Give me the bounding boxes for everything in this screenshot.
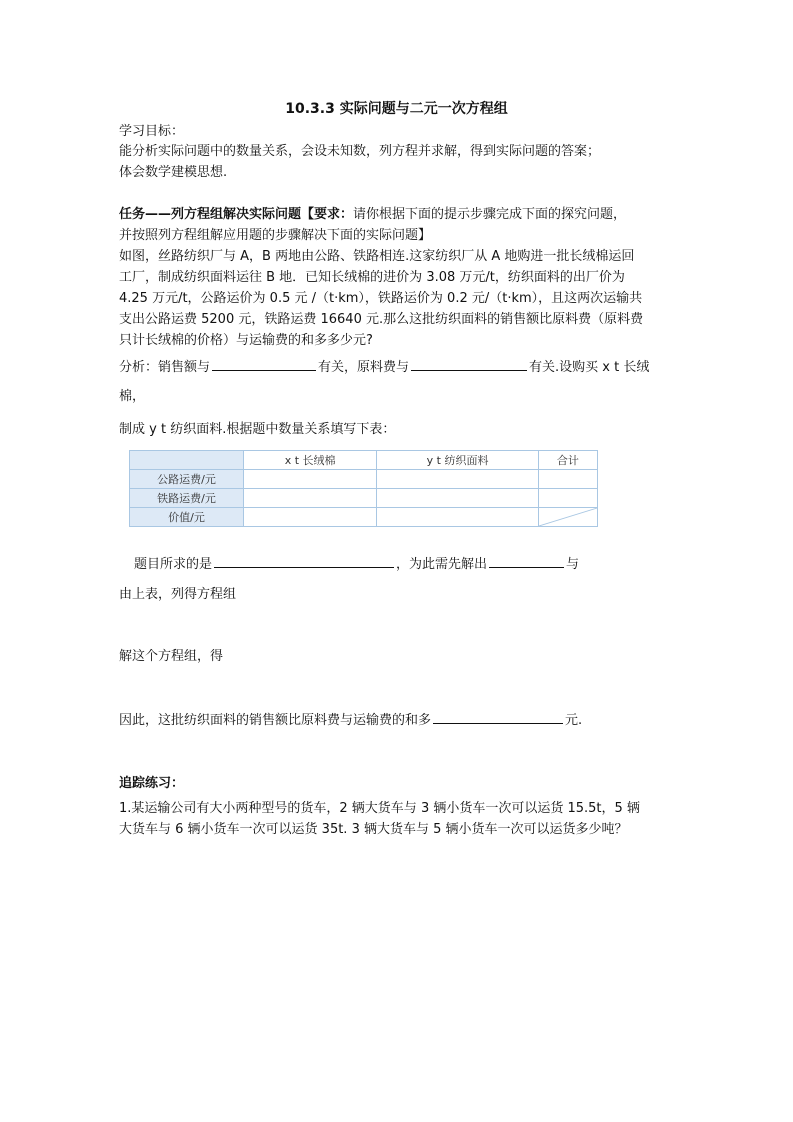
- analysis-line: [119, 356, 649, 375]
- table-cell[interactable]: [377, 508, 539, 527]
- question-text-1: 题目所求的是: [134, 557, 213, 572]
- analysis-text-1: 分析：销售额与: [119, 360, 211, 375]
- practice-line-2: 大货车与 6 辆小货车一次可以运货 35t. 3 辆大货车与 5 辆小货车一次可以运货多少吨？: [119, 822, 628, 837]
- diagonal-line: [539, 508, 597, 526]
- conclusion-line: [119, 709, 582, 728]
- table-header-cotton: x t 长绒棉: [244, 451, 377, 470]
- problem-line-2: 工厂，制成纺织面料运往 B 地．已知长绒棉的进价为 3.08 万元/t，纺织面料的出厂价为: [119, 270, 625, 285]
- table-cell[interactable]: [538, 489, 597, 508]
- equation-prompt: 由上表，列得方程组: [119, 587, 237, 602]
- conclusion-text: 因此，这批纺织面料的销售额比原料费与运输费的和多: [119, 713, 432, 728]
- analysis-line-2: 棉，: [119, 389, 146, 404]
- table-header-total: 合计: [538, 451, 597, 470]
- objective-item-2: 体会数学建模思想.: [119, 165, 228, 180]
- task-heading-rest: 请你根据下面的提示步骤完成下面的探究问题，: [353, 207, 627, 222]
- table-row: [130, 470, 598, 489]
- table-cell-diagonal: [538, 508, 597, 527]
- table-header-row: [130, 451, 598, 470]
- analysis-text-3: 有关.设购买 x t 长绒: [529, 360, 650, 375]
- objectives-label: 学习目标：: [119, 124, 185, 139]
- answer-blank-5[interactable]: [433, 709, 563, 724]
- question-text-3: 与: [566, 557, 580, 572]
- problem-line-3: 4.25 万元/t，公路运价为 0.5 元 /（t·km），铁路运价为 0.2 元/（t·km），且这两次运输共: [119, 291, 643, 306]
- analysis-line-3: 制成 y t 纺织面料.根据题中数量关系填写下表：: [119, 422, 396, 437]
- answer-blank-3[interactable]: [214, 553, 394, 568]
- table-corner: [130, 451, 244, 470]
- page-title: 10.3.3 实际问题与二元一次方程组: [285, 101, 508, 117]
- problem-line-1: 如图，丝路纺织厂与 A，B 两地由公路、铁路相连.这家纺织厂从 A 地购进一批长绒棉运回: [119, 249, 635, 264]
- task-heading-bold: 任务——列方程组解决实际问题【要求：: [119, 207, 354, 222]
- solve-prompt: 解这个方程组，得: [119, 649, 224, 664]
- practice-heading: 追踪练习：: [119, 776, 185, 791]
- question-text-2: ，为此需先解出: [396, 557, 488, 572]
- table-row-label: 公路运费/元: [130, 470, 244, 489]
- table-cell[interactable]: [377, 489, 539, 508]
- task-heading-line2: 并按照列方程组解应用题的步骤解决下面的实际问题】: [119, 228, 432, 243]
- table-cell[interactable]: [377, 470, 539, 489]
- table-cell[interactable]: [244, 508, 377, 527]
- table-cell[interactable]: [244, 470, 377, 489]
- table-row: [130, 489, 598, 508]
- table-cell[interactable]: [244, 489, 377, 508]
- objective-item-1: 能分析实际问题中的数量关系，会设未知数，列方程并求解，得到实际问题的答案；: [119, 144, 601, 159]
- fill-in-table: [129, 450, 598, 527]
- conclusion-unit: 元.: [565, 713, 583, 728]
- answer-blank-1[interactable]: [212, 356, 316, 371]
- table-row: [130, 508, 598, 527]
- task-heading: [119, 203, 626, 222]
- table-row-label: 价值/元: [130, 508, 244, 527]
- answer-blank-2[interactable]: [411, 356, 527, 371]
- problem-line-5: 只计长绒棉的价格）与运输费的和多多少元?: [119, 333, 373, 348]
- practice-line-1: 1.某运输公司有大小两种型号的货车，2 辆大货车与 3 辆小货车一次可以运货 15.5t，5 辆: [119, 801, 640, 816]
- table-header-fabric: y t 纺织面料: [377, 451, 539, 470]
- problem-line-4: 支出公路运费 5200 元，铁路运费 16640 元.那么这批纺织面料的销售额比原料费（原料费: [119, 312, 644, 327]
- answer-blank-4[interactable]: [489, 553, 564, 568]
- table-cell[interactable]: [538, 470, 597, 489]
- table-row-label: 铁路运费/元: [130, 489, 244, 508]
- analysis-text-2: 有关，原料费与: [318, 360, 410, 375]
- question-line-1: [134, 553, 579, 572]
